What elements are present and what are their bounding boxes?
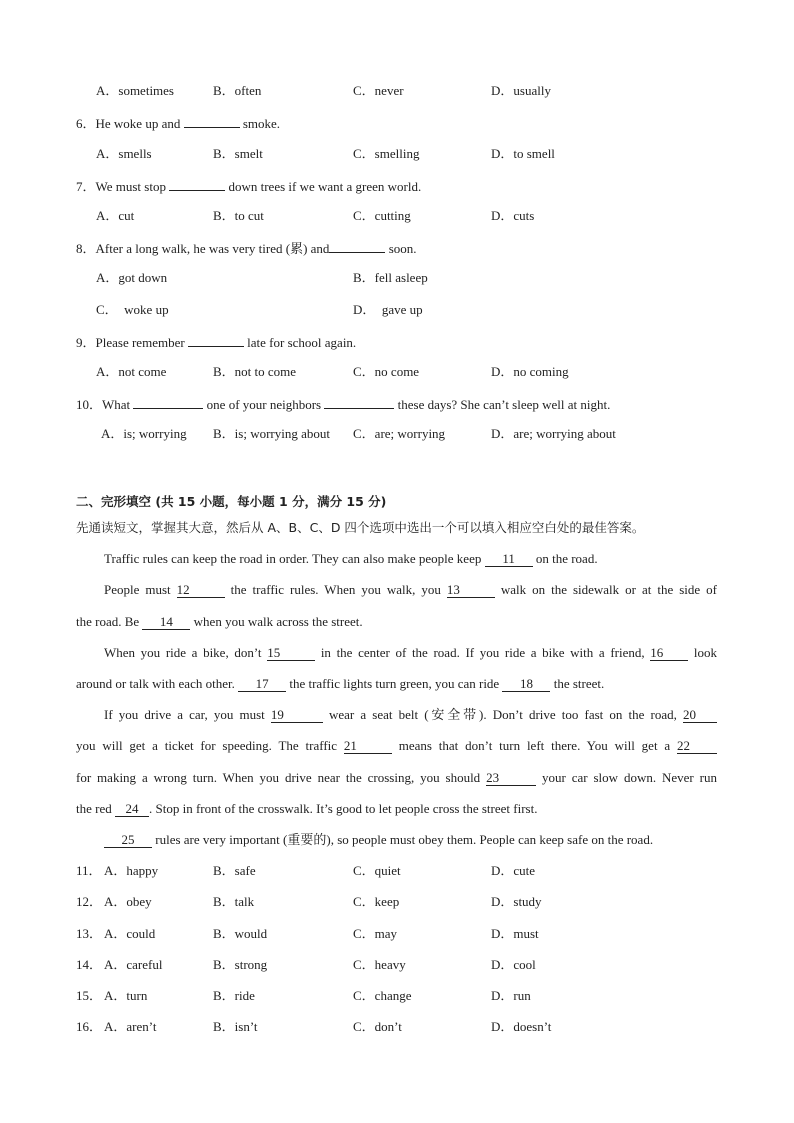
q14-option-d[interactable]: D．cool <box>491 957 536 972</box>
answer-blank[interactable] <box>169 176 225 191</box>
question-text: late for school again. <box>243 335 357 350</box>
passage-line <box>76 613 363 631</box>
q6-option-b[interactable]: B．smelt <box>213 146 263 161</box>
q14-option-a[interactable]: A．careful <box>104 957 163 972</box>
passage-line <box>76 675 604 693</box>
answer-number: 13． <box>76 926 103 941</box>
question-number: 9． <box>76 335 96 350</box>
blank-21[interactable]: 21 <box>344 739 392 754</box>
q13-option-c[interactable]: C．may <box>353 926 398 941</box>
q12-option-b[interactable]: B．talk <box>213 894 255 909</box>
q15-option-c[interactable]: C．change <box>353 988 412 1003</box>
passage-text: your car slow down. Never run <box>536 770 717 785</box>
blank-14[interactable]: 14 <box>142 615 190 630</box>
answer-number: 14． <box>76 957 103 972</box>
passage-text: when you walk across the street. <box>190 614 363 629</box>
passage-text: the red <box>76 801 115 816</box>
question-text: We must stop <box>95 179 170 194</box>
blank-19[interactable]: 19 <box>271 708 323 723</box>
question-6 <box>76 113 280 133</box>
q5-option-d[interactable]: D．usually <box>491 83 551 98</box>
passage-text: for making a wrong turn. When you drive near the crossing, you should <box>76 770 487 785</box>
answer-number: 12． <box>76 894 103 909</box>
passage-line <box>104 581 717 599</box>
passage-text: If you drive a car, you must <box>104 707 271 722</box>
q15-option-d[interactable]: D．run <box>491 988 531 1003</box>
q12-option-a[interactable]: A．obey <box>104 894 152 909</box>
answer-blank[interactable] <box>188 332 244 347</box>
blank-22[interactable]: 22 <box>677 739 717 754</box>
q5-option-b[interactable]: B．often <box>213 83 262 98</box>
answer-blank[interactable] <box>184 113 240 128</box>
q10-option-b[interactable]: B．is; worrying about <box>213 426 330 441</box>
passage-line <box>104 831 653 849</box>
passage-text: the traffic rules. When you walk, you <box>224 582 447 597</box>
question-text: one of your neighbors <box>203 397 325 412</box>
answer-blank[interactable] <box>324 394 394 409</box>
q5-option-c[interactable]: C．never <box>353 83 404 98</box>
passage-text: People must <box>104 582 177 597</box>
passage-text: on the road. <box>532 551 598 566</box>
question-text: these days? She can’t sleep well at night. <box>394 397 611 412</box>
question-text: What <box>102 397 134 412</box>
q9-option-d[interactable]: D．no coming <box>491 364 569 379</box>
answer-number: 16． <box>76 1019 103 1034</box>
q10-option-c[interactable]: C．are; worrying <box>353 426 446 441</box>
passage-line <box>104 550 598 568</box>
q11-option-d[interactable]: D．cute <box>491 863 536 878</box>
blank-20[interactable]: 20 <box>683 708 717 723</box>
question-8 <box>76 238 417 258</box>
question-number: 6． <box>76 116 96 131</box>
q7-option-a[interactable]: A．cut <box>96 208 135 223</box>
q9-option-a[interactable]: A．not come <box>96 364 167 379</box>
q10-option-d[interactable]: D．are; worrying about <box>491 426 616 441</box>
q11-option-c[interactable]: C．quiet <box>353 863 401 878</box>
blank-13[interactable]: 13 <box>447 583 495 598</box>
blank-12[interactable]: 12 <box>177 583 225 598</box>
question-7 <box>76 176 421 196</box>
q16-option-c[interactable]: C．don’t <box>353 1019 402 1034</box>
blank-17[interactable]: 17 <box>238 677 286 692</box>
passage-line <box>76 800 537 818</box>
passage-text: around or talk with each other. <box>76 676 239 691</box>
passage-text: walk on the sidewalk or at the side of <box>494 582 717 597</box>
q7-option-b[interactable]: B．to cut <box>213 208 264 223</box>
q13-option-a[interactable]: A．could <box>104 926 156 941</box>
passage-line <box>76 769 717 787</box>
answer-number: 11． <box>76 863 102 878</box>
q16-option-a[interactable]: A．aren’t <box>104 1019 157 1034</box>
q8-option-a[interactable]: A．got down <box>96 270 168 285</box>
blank-25[interactable]: 25 <box>104 833 152 848</box>
question-number: 8． <box>76 241 96 256</box>
blank-15[interactable]: 15 <box>267 646 315 661</box>
question-number: 10． <box>76 397 103 412</box>
passage-text: Traffic rules can keep the road in order. They can also make people keep <box>104 551 485 566</box>
q9-option-b[interactable]: B．not to come <box>213 364 297 379</box>
blank-23[interactable]: 23 <box>486 771 536 786</box>
passage-text: When you ride a bike, don’t <box>104 645 268 660</box>
question-number: 7． <box>76 179 96 194</box>
passage-line <box>104 706 717 724</box>
question-text: He woke up and <box>95 116 184 131</box>
question-text: Please remember <box>95 335 188 350</box>
section-heading: 二、完形填空 (共 15 小题，每小题 1 分，满分 15 分) <box>76 494 387 509</box>
answer-blank[interactable] <box>329 238 385 253</box>
answer-blank[interactable] <box>133 394 203 409</box>
passage-text: wear a seat belt (安全带). Don’t drive too fast on the road, <box>322 707 683 722</box>
question-text: smoke. <box>239 116 281 131</box>
passage-text: you will get a ticket for speeding. The traffic <box>76 738 344 753</box>
q6-option-a[interactable]: A．smells <box>96 146 152 161</box>
q13-option-d[interactable]: D．must <box>491 926 539 941</box>
q8-option-c[interactable]: C． woke up <box>96 302 169 317</box>
passage-text: in the center of the road. If you ride a bike with a friend, <box>315 645 651 660</box>
q6-option-d[interactable]: D．to smell <box>491 146 555 161</box>
passage-text: rules are very important (重要的), so people must obey them. People can keep safe on the road. <box>152 832 654 847</box>
answer-number: 15． <box>76 988 103 1003</box>
blank-24[interactable]: 24 <box>115 802 149 817</box>
passage-text: the traffic lights turn green, you can ride <box>286 676 503 691</box>
blank-16[interactable]: 16 <box>650 646 688 661</box>
q7-option-d[interactable]: D．cuts <box>491 208 535 223</box>
passage-text: the road. Be <box>76 614 143 629</box>
q12-option-c[interactable]: C．keep <box>353 894 400 909</box>
q16-option-d[interactable]: D．doesn’t <box>491 1019 552 1034</box>
question-text: down trees if we want a green world. <box>225 179 422 194</box>
passage-text: look <box>688 645 717 660</box>
passage-text: the street. <box>550 676 605 691</box>
passage-line <box>104 644 717 662</box>
q12-option-d[interactable]: D．study <box>491 894 542 909</box>
q8-option-b[interactable]: B．fell asleep <box>353 270 428 285</box>
q5-option-a[interactable]: A．sometimes <box>96 83 174 98</box>
q13-option-b[interactable]: B．would <box>213 926 268 941</box>
q9-option-c[interactable]: C．no come <box>353 364 420 379</box>
question-text: After a long walk, he was very tired (累) and <box>95 241 330 256</box>
question-9 <box>76 332 356 352</box>
q14-option-c[interactable]: C．heavy <box>353 957 406 972</box>
q8-option-d[interactable]: D． gave up <box>353 302 423 317</box>
q15-option-a[interactable]: A．turn <box>104 988 148 1003</box>
q14-option-b[interactable]: B．strong <box>213 957 268 972</box>
section-instruction: 先通读短文，掌握其大意，然后从 A、B、C、D 四个选项中选出一个可以填入相应空白处的最佳答案。 <box>76 520 645 535</box>
passage-line <box>76 737 717 755</box>
passage-text: means that don’t turn left there. You will get a <box>391 738 677 753</box>
question-text: soon. <box>385 241 417 256</box>
blank-11[interactable]: 11 <box>485 552 533 567</box>
q16-option-b[interactable]: B．isn’t <box>213 1019 258 1034</box>
q7-option-c[interactable]: C．cutting <box>353 208 411 223</box>
q11-option-b[interactable]: B．safe <box>213 863 256 878</box>
q11-option-a[interactable]: A．happy <box>104 863 159 878</box>
q6-option-c[interactable]: C．smelling <box>353 146 420 161</box>
passage-text: . Stop in front of the crosswalk. It’s good to let people cross the street first. <box>148 801 538 816</box>
question-10 <box>76 394 610 414</box>
q10-option-a[interactable]: A．is; worrying <box>101 426 187 441</box>
q15-option-b[interactable]: B．ride <box>213 988 255 1003</box>
blank-18[interactable]: 18 <box>502 677 550 692</box>
